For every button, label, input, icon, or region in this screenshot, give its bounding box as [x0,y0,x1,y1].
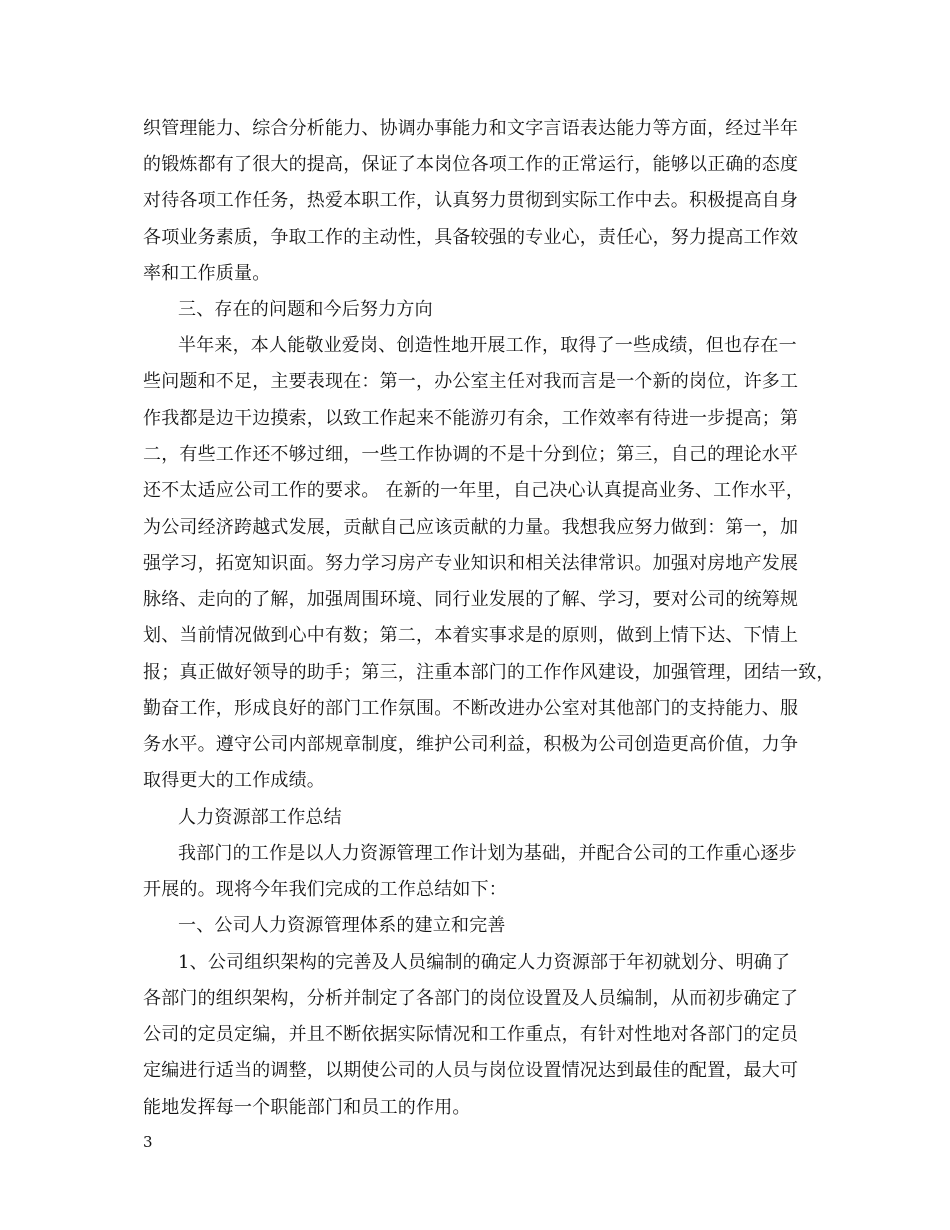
text-line: 强学习，拓宽知识面。努力学习房产专业知识和相关法律常识。加强对房地产发展 [143,553,799,574]
text-line: 能地发挥每一个职能部门和员工的作用。 [143,1097,471,1118]
section-heading: 人力资源部工作总结 [178,807,342,828]
text-line: 为公司经济跨越式发展，贡献自己应该贡献的力量。我想我应努力做到：第一，加 [143,517,799,538]
page-number: 3 [143,1133,153,1151]
text-line: 1、公司组织架构的完善及人员编制的确定人力资源部于年初就划分、明确了 [178,952,791,973]
text-line: 取得更大的工作成绩。 [143,770,325,791]
text-line: 开展的。现将今年我们完成的工作总结如下： [143,879,507,900]
text-line: 作我都是边干边摸索，以致工作起来不能游刃有余，工作效率有待进一步提高；第 [143,408,799,429]
section-heading: 一、公司人力资源管理体系的建立和完善 [178,915,506,936]
text-line: 务水平。遵守公司内部规章制度，维护公司利益，积极为公司创造更高价值，力争 [143,734,799,755]
text-line: 的锻炼都有了很大的提高，保证了本岗位各项工作的正常运行，能够以正确的态度 [143,154,799,175]
text-line: 定编进行适当的调整，以期使公司的人员与岗位设置情况达到最佳的配置，最大可 [143,1060,799,1081]
text-line: 还不太适应公司工作的要求。 在新的一年里，自己决心认真提高业务、工作水平， [143,480,805,501]
section-heading: 三、存在的问题和今后努力方向 [178,299,433,320]
text-line: 织管理能力、综合分析能力、协调办事能力和文字言语表达能力等方面，经过半年 [143,118,799,139]
text-line: 各项业务素质，争取工作的主动性，具备较强的专业心，责任心，努力提高工作效 [143,227,799,248]
text-line: 划、当前情况做到心中有数；第二，本着实事求是的原则，做到上情下达、下情上 [143,625,799,646]
text-line: 些问题和不足，主要表现在：第一，办公室主任对我而言是一个新的岗位，许多工 [143,371,799,392]
text-line: 二，有些工作还不够过细，一些工作协调的不是十分到位；第三，自己的理论水平 [143,444,799,465]
text-line: 勤奋工作，形成良好的部门工作氛围。不断改进办公室对其他部门的支持能力、服 [143,698,799,719]
text-line: 脉络、走向的了解，加强周围环境、同行业发展的了解、学习，要对公司的统筹规 [143,589,799,610]
text-line: 报；真正做好领导的助手；第三，注重本部门的工作作风建设，加强管理，团结一致， [143,662,835,683]
text-line: 公司的定员定编，并且不断依据实际情况和工作重点，有针对性地对各部门的定员 [143,1024,799,1045]
text-line: 半年来，本人能敬业爱岗、创造性地开展工作，取得了一些成绩，但也存在一 [178,335,797,356]
text-line: 率和工作质量。 [143,263,271,284]
text-line: 对待各项工作任务，热爱本职工作，认真努力贯彻到实际工作中去。积极提高自身 [143,190,799,211]
text-line: 我部门的工作是以人力资源管理工作计划为基础，并配合公司的工作重心逐步 [178,843,797,864]
text-line: 各部门的组织架构，分析并制定了各部门的岗位设置及人员编制，从而初步确定了 [143,988,799,1009]
